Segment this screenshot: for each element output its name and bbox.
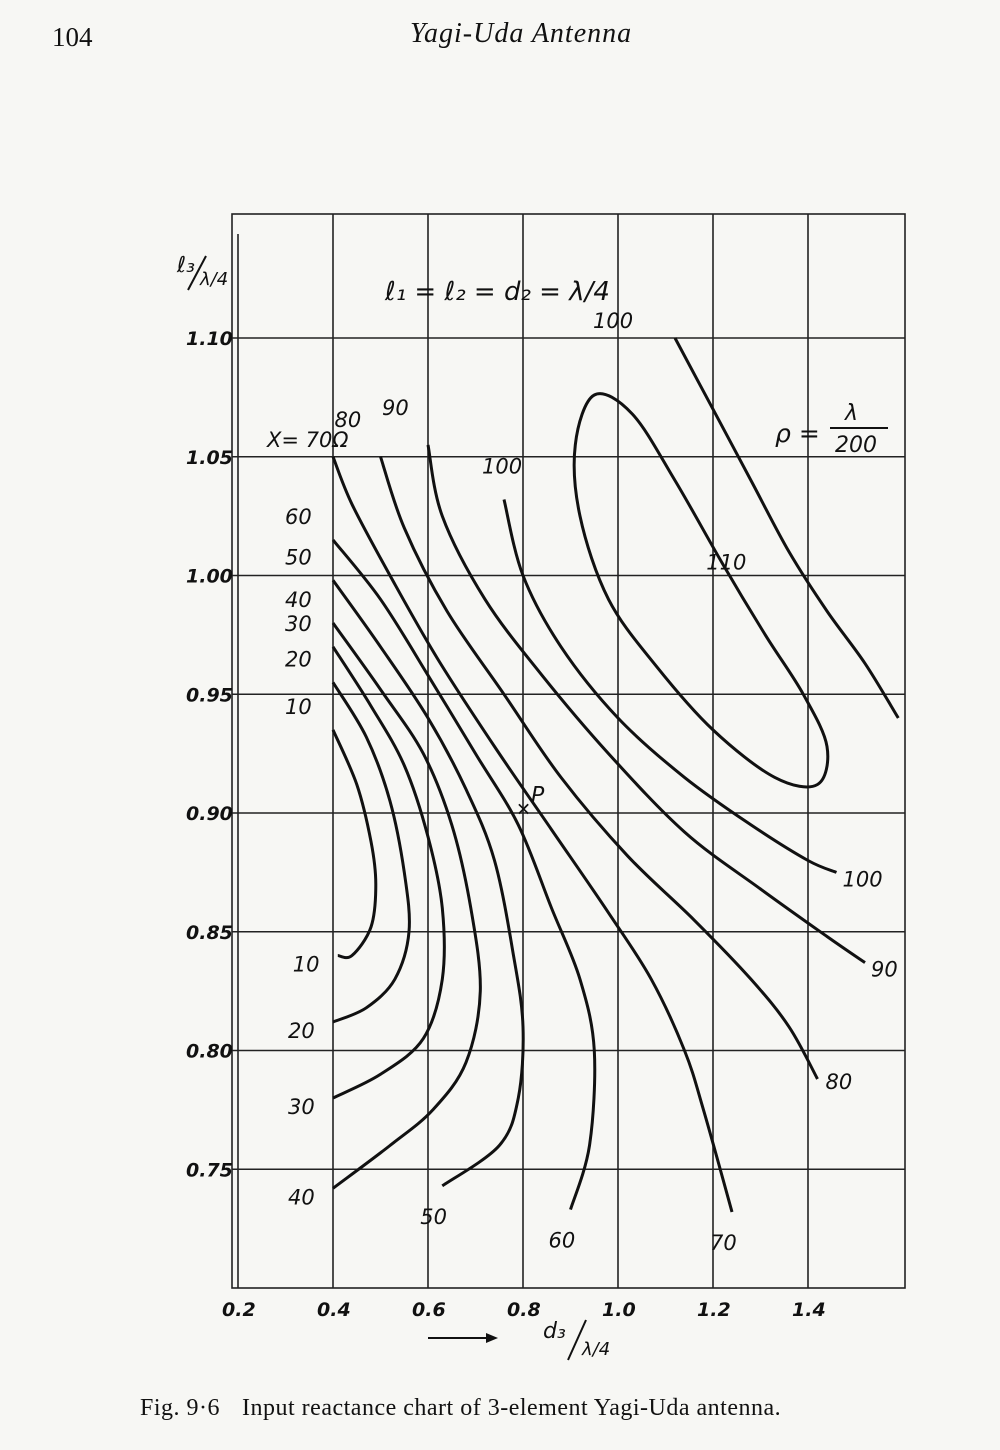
y-tick-label: 1.05: [186, 446, 233, 469]
contour-curves: [333, 338, 898, 1212]
contour-line-10: [333, 730, 376, 958]
contour-label-70: X= 70Ω: [267, 427, 349, 452]
contour-line-100: [504, 500, 837, 873]
x-tick-label: 0.2: [222, 1299, 256, 1321]
contour-label-90: 90: [382, 395, 409, 420]
contour-label-10: 10: [285, 694, 312, 719]
caption-text: Input reactance chart of 3-element Yagi-Uda antenna.: [242, 1395, 782, 1421]
contour-line-110: [574, 394, 828, 787]
contour-label-110: 110: [706, 550, 747, 575]
contour-line-100: [675, 338, 898, 718]
contour-line-40: [333, 623, 480, 1188]
contour-label-60: 60: [285, 504, 312, 529]
contour-label-60-end: 60: [548, 1228, 576, 1253]
contour-label-20-end: 20: [288, 1019, 315, 1043]
x-tick-label: 1.0: [602, 1299, 636, 1321]
contour-label-40: 40: [285, 588, 312, 612]
rho-annotation: [775, 401, 888, 458]
x-tick-label: 1.2: [697, 1299, 731, 1321]
contour-label-90-end: 90: [871, 957, 898, 982]
contour-line-20: [333, 682, 409, 1022]
x-tick-label: 0.8: [507, 1299, 541, 1321]
contour-label-20: 20: [285, 647, 312, 672]
contour-labels: [266, 309, 898, 1255]
y-tick-label: 0.95: [186, 684, 233, 707]
contour-label-30-end: 30: [288, 1095, 315, 1119]
contour-line-90: [428, 445, 865, 963]
y-tick-label: 0.75: [186, 1159, 233, 1182]
caption-number: Fig. 9·6: [140, 1395, 221, 1421]
point-p-marker: ✕: [516, 799, 532, 821]
y-tick-label: 1.00: [186, 565, 233, 588]
contour-label-80: 80: [334, 407, 362, 432]
contour-label-80-end: 80: [825, 1070, 853, 1094]
y-axis-label-num: ℓ₃: [177, 253, 195, 278]
x-axis-label-den: λ/4: [582, 1339, 611, 1360]
x-axis-arrowhead: [486, 1333, 498, 1343]
contour-label-50: 50: [285, 545, 312, 570]
rho-denominator: 200: [835, 433, 877, 458]
contour-line-80: [381, 454, 818, 1079]
y-tick-label: 1.10: [186, 328, 233, 350]
contour-label-10-end: 10: [292, 952, 320, 977]
x-axis-label-num: d₃: [543, 1319, 566, 1344]
contour-label-40-end: 40: [288, 1185, 315, 1210]
contour-line-70: [333, 454, 732, 1212]
running-head: Yagi-Uda Antenna: [410, 18, 633, 49]
chart-grid: [232, 214, 905, 1288]
top-formula: ℓ₁ = ℓ₂ = d₂ = λ/4: [385, 277, 610, 307]
contour-label-100-end: 100: [842, 867, 883, 892]
contour-label-100: 100: [593, 309, 634, 333]
point-p-label: P: [531, 783, 545, 809]
contour-label-70-end: 70: [710, 1231, 737, 1255]
figure-caption: [140, 1395, 781, 1422]
contour-label-100: 100: [482, 454, 523, 479]
rho-numerator: λ: [845, 401, 859, 426]
y-tick-label: 0.80: [186, 1040, 233, 1063]
y-axis-label: [176, 253, 228, 290]
x-tick-label: 0.6: [412, 1299, 446, 1321]
page-number: 104: [52, 22, 93, 52]
contour-label-50-end: 50: [420, 1204, 447, 1229]
y-tick-label: 0.90: [186, 803, 233, 825]
contour-label-30: 30: [285, 611, 312, 636]
rho-label: ρ =: [775, 419, 820, 448]
x-tick-label: 1.4: [792, 1299, 826, 1321]
y-tick-label: 0.85: [186, 921, 233, 944]
y-axis-label-den: λ/4: [200, 269, 229, 290]
x-tick-label: 0.4: [317, 1299, 351, 1321]
x-axis-label: [428, 1319, 610, 1360]
